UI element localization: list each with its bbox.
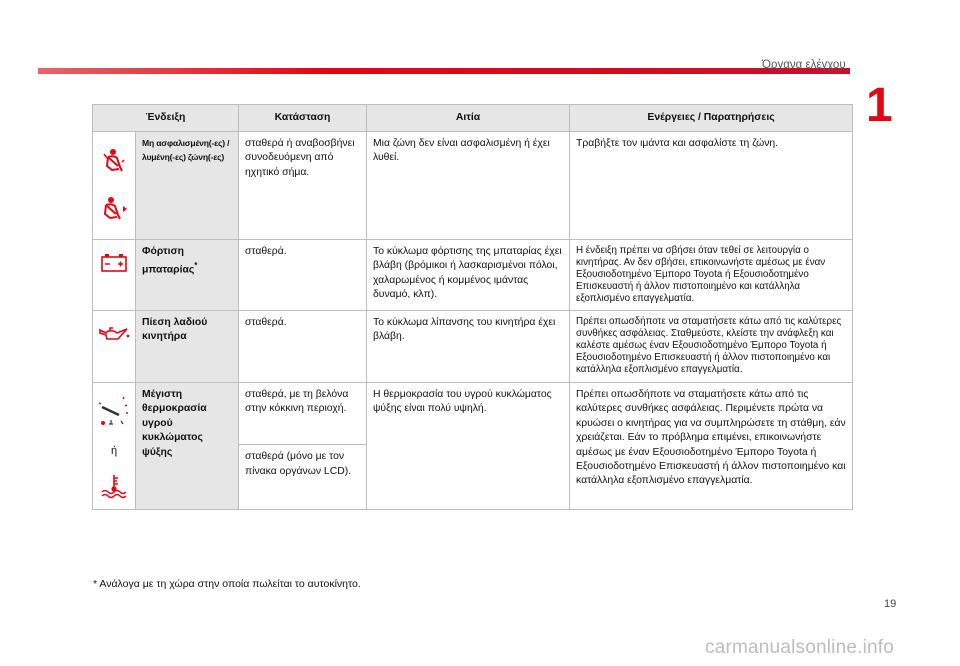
header-red-bar <box>38 68 850 74</box>
coolant-temperature-icon <box>99 473 129 499</box>
state-cell: σταθερά. <box>239 240 367 311</box>
footnote: * Ανάλογα με τη χώρα στην οποία πωλείται το αυτοκίνητο. <box>93 578 361 590</box>
column-header-state: Κατάσταση <box>239 105 367 132</box>
page-number: 19 <box>884 598 897 610</box>
battery-icon <box>99 251 129 273</box>
column-header-indicator: Ένδειξη <box>93 105 239 132</box>
actions-cell: Η ένδειξη πρέπει να σβήσει όταν τεθεί σε λειτουργία ο κινητήρας. Αν δεν σβήσει, επικοινωνήστε αμέσως με έναν Εξουσιοδοτημένο Έμπορο Toyota ή Εξουσιοδοτημένο Επισκευαστή ή άλλον πιστοποιημένο και κατάλληλα εξοπλισμένο επαγγελματία. <box>570 240 853 311</box>
or-label: ή <box>110 444 118 457</box>
chapter-number: 1 <box>866 79 893 132</box>
indicator-icon-cell <box>93 383 136 510</box>
indicator-icon-cell <box>93 132 136 240</box>
watermark: carmanualsonline.info <box>705 637 895 658</box>
footnote-marker: * <box>194 261 198 271</box>
seatbelt-warning-icon <box>101 148 127 174</box>
cause-cell: Το κύκλωμα λίπανσης του κινητήρα έχει βλάβη. <box>367 311 570 383</box>
seatbelt-warning-icon <box>99 196 129 222</box>
table-row <box>93 240 853 311</box>
actions-cell: Πρέπει οπωσδήποτε να σταματήσετε κάτω από τις καλύτερες συνθήκες ασφάλειας. Σταθμεύστε, κλείστε την ανάφλεξη και καλέστε αμέσως έναν Εξουσιοδοτημένο Έμπορο Toyota ή Εξουσιοδοτημένο Επισκευαστή ή άλλον πιστοποιημένο και κατάλληλα εξοπλισμένο επαγγελματία. <box>570 311 853 383</box>
state-cell: σταθερά ή αναβοσβήνει συνοδευόμενη από ηχητικό σήμα. <box>239 132 367 240</box>
column-header-cause: Αιτία <box>367 105 570 132</box>
indicator-icon-cell <box>93 240 136 311</box>
cause-cell: Το κύκλωμα φόρτισης της μπαταρίας έχει βλάβη (βρόμικοι ή λασκαρισμένοι πόλοι, χαλαρωμένος ή κομμένος ιμάντας δυναμό, κλπ). <box>367 240 570 311</box>
state-cell: σταθερά (μόνο με τον πίνακα οργάνων LCD). <box>239 445 367 510</box>
indicator-name: Φόρτιση μπαταρίας* <box>136 240 239 311</box>
table-header-row <box>93 105 853 132</box>
table-row <box>93 383 853 445</box>
column-header-actions: Ενέργειες / Παρατηρήσεις <box>570 105 853 132</box>
table-row <box>93 311 853 383</box>
indicator-name: Μέγιστη θερμοκρασία υγρού κυκλώματος ψύξης <box>136 383 239 510</box>
cause-cell: Η θερμοκρασία του υγρού κυκλώματος ψύξης είναι πολύ υψηλή. <box>367 383 570 510</box>
section-title: Όργανα ελέγχου <box>762 59 846 71</box>
state-cell: σταθερά, με τη βελόνα στην κόκκινη περιοχή. <box>239 383 367 445</box>
actions-cell: Πρέπει οπωσδήποτε να σταματήσετε κάτω από τις καλύτερες συνθήκες ασφάλειας. Περιμένετε πρώτα να κρυώσει ο κινητήρας για να συμπληρώσετε τη στάθμη, εάν χρειάζεται. Εάν το πρόβλημα επιμένει, επικοινωνήστε αμέσως με έναν Εξουσιοδοτημένο Έμπορο Toyota ή Εξουσιοδοτημένο Επισκευαστή ή άλλον πιστοποιημένο και κατάλληλα εξοπλισμένο επαγγελματία. <box>570 383 853 510</box>
cause-cell: Μια ζώνη δεν είναι ασφαλισμένη ή έχει λυθεί. <box>367 132 570 240</box>
oil-can-icon <box>97 324 131 344</box>
indicator-name: Πίεση λαδιού κινητήρα <box>136 311 239 383</box>
table-row <box>93 132 853 240</box>
indicator-icon-cell <box>93 311 136 383</box>
state-cell: σταθερά. <box>239 311 367 383</box>
actions-cell: Τραβήξτε τον ιμάντα και ασφαλίστε τη ζώνη. <box>570 132 853 240</box>
temperature-gauge-icon <box>97 393 131 429</box>
indicator-name: Μη ασφαλισμένη(-ες) / λυμένη(-ες) ζώνη(-ες) <box>136 132 239 240</box>
warning-lights-table <box>92 104 853 510</box>
